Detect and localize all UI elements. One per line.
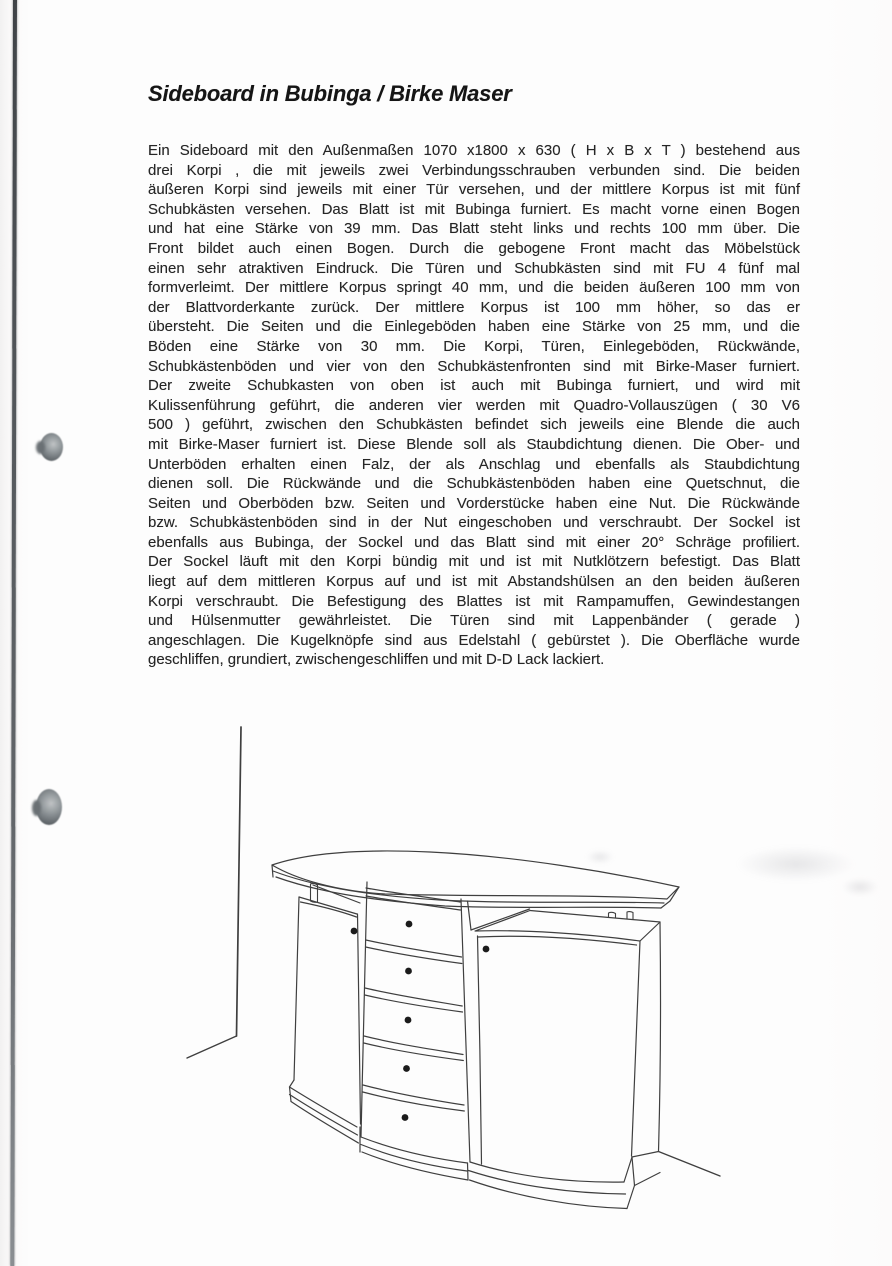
text-line: Seiten und Oberböden bzw. Seiten und Vorderstücke haben eine Nut. Die Rückwände — [148, 494, 800, 512]
text-line: 500 ) geführt, zwischen den Schubkästen befindet sich jeweils eine Blende die auch — [148, 416, 800, 434]
text-line: und Hülsenmutter gewährleistet. Die Türen sind mit Lappenbänder ( gerade ) — [148, 612, 800, 630]
text-line: geschliffen, grundiert, zwischengeschliffen und mit D-D Lack lackiert. — [148, 651, 605, 669]
drawer-knob — [406, 921, 413, 928]
scan-binding-line — [10, 0, 17, 1266]
text-line: mit Birke-Maser furniert ist. Diese Blende soll als Staubdichtung dienen. Die Ober- und — [148, 435, 800, 453]
text-line: übersteht. Die Seiten und die Einlegeböden haben eine Stärke von 25 mm, und die — [148, 318, 800, 336]
right-corpus — [469, 909, 721, 1209]
binding-grommet-top — [40, 433, 63, 461]
text-line: Schubkästenböden und vier von den Schubkästenfronten sind mit Birke-Maser furniert. — [148, 357, 800, 375]
text-line: formverleimt. Der mittlere Korpus springt 40 mm, und die beiden äußeren 100 mm von — [148, 279, 800, 297]
right-door — [478, 936, 482, 1164]
text-line: äußeren Korpi sind jeweils mit einer Tür versehen, und der mittlere Korpus ist mit fünf — [148, 181, 800, 199]
text-line: dienen soll. Die Rückwände und die Schubkästenböden haben eine Quetschnut, die — [148, 475, 800, 493]
plinth-middle — [360, 1127, 468, 1180]
drawer-knob — [403, 1065, 410, 1072]
left-corpus — [290, 885, 361, 1143]
scan-smudge — [736, 846, 856, 882]
text-line: ebenfalls aus Bubinga, der Sockel und das Blatt sind mit einer 20° Schräge profiliert. — [148, 533, 800, 551]
text-line: liegt auf dem mittleren Korpus auf und ist mit Abstandshülsen an den beiden äußeren — [148, 573, 800, 591]
body-paragraph — [148, 141, 800, 670]
sideboard-drawing — [170, 715, 745, 1230]
left-door — [358, 914, 361, 1124]
drawer-knob — [405, 968, 412, 975]
drawer-knob — [405, 1017, 412, 1024]
text-line: drei Korpi , die mit jeweils zwei Verbindungsschrauben verbunden sind. Die beiden — [148, 161, 800, 179]
binding-grommet-bottom — [36, 789, 62, 825]
left-door-knob — [351, 928, 358, 935]
text-line: Der Sockel läuft mit den Korpi bündig mit und ist mit Nutklötzern befestigt. Das Blatt — [148, 553, 800, 571]
top-panel — [272, 851, 679, 908]
plinth-right — [469, 1152, 661, 1209]
drawer-stack — [360, 882, 471, 1180]
text-line: einen sehr atraktiven Eindruck. Die Türen und Schubkästen sind mit FU 4 fünf mal — [148, 259, 800, 277]
text-line: Front bildet auch einen Bogen. Durch die gebogene Front macht das Möbelstück — [148, 239, 800, 257]
text-line: Kulissenführung geführt, die anderen vier werden mit Quadro-Vollauszügen ( 30 V6 — [148, 396, 800, 414]
text-line: angeschlagen. Die Kugelknöpfe sind aus Edelstahl ( gebürstet ). Die Oberfläche wurde — [148, 631, 800, 649]
text-line: Korpi verschraubt. Die Befestigung des Blattes ist mit Rampamuffen, Gewindestangen — [148, 592, 800, 610]
text-line: Ein Sideboard mit den Außenmaßen 1070 x1800 x 630 ( H x B x T ) bestehend aus — [148, 142, 800, 159]
wall-corner-line — [187, 727, 241, 1058]
text-line: Schubkästen versehen. Das Blatt ist mit Bubinga furniert. Es macht vorne einen Bogen — [148, 200, 800, 218]
text-line: Böden eine Stärke von 30 mm. Die Korpi, Türen, Einlegeböden, Rückwände, — [148, 337, 800, 355]
drawer-knob — [402, 1114, 409, 1121]
scan-smudge — [586, 850, 614, 864]
right-door-knob — [483, 946, 490, 953]
text-line: und hat eine Stärke von 39 mm. Das Blatt steht links und rechts 100 mm über. Die — [148, 220, 800, 238]
text-line: bzw. Schubkästenböden sind in der Nut eingeschoben und verschraubt. Der Sockel ist — [148, 514, 800, 532]
floor-line-right — [659, 1152, 721, 1177]
text-line: Der zweite Schubkasten von oben ist auch mit Bubinga furniert, und wird mit — [148, 377, 800, 395]
scan-smudge — [842, 878, 878, 896]
page-title: Sideboard in Bubinga / Birke Maser — [148, 81, 512, 106]
text-line: der Blattvorderkante zurück. Der mittlere Korpus ist 100 mm höher, so das er — [148, 298, 800, 316]
plinth-left — [290, 1087, 359, 1143]
text-line: Unterböden erhalten einen Falz, der als Anschlag und ebenfalls als Staubdichtung — [148, 455, 800, 473]
